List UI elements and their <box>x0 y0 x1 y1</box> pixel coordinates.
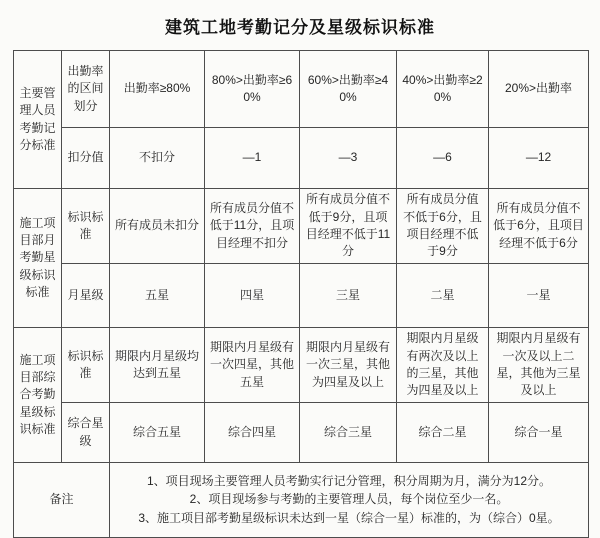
page-title: 建筑工地考勤记分及星级标识标准 <box>165 18 435 37</box>
table-cell: 期限内月星级有一次四星，其他五星 <box>205 328 300 403</box>
row-header-deduction-value: 扣分值 <box>62 128 110 189</box>
table-cell: 五星 <box>110 264 205 328</box>
table-cell: 80%>出勤率≥60% <box>205 51 300 128</box>
group-label-comprehensive-star: 施工项目部综合考勤星级标识标准 <box>14 328 62 463</box>
remark-line: 3、施工项目部考勤星级标识未达到一星（综合一星）标准的，为（综合）0星。 <box>138 510 560 525</box>
table-cell: 所有成员分值不低于6分，且项目经理不低于6分 <box>489 189 589 264</box>
row-header-comprehensive-star: 综合星级 <box>62 403 110 463</box>
table-cell: 期限内月星级均达到五星 <box>110 328 205 403</box>
table-cell: 40%>出勤率≥20% <box>397 51 489 128</box>
table-cell: 综合五星 <box>110 403 205 463</box>
table-cell: 三星 <box>300 264 397 328</box>
row-header-monthly-star: 月星级 <box>62 264 110 328</box>
remarks-label: 备注 <box>14 463 110 538</box>
standards-table <box>13 50 589 538</box>
table-cell: 不扣分 <box>110 128 205 189</box>
table-cell: 所有成员分值不低于6分，且项目经理不低于9分 <box>397 189 489 264</box>
table-row <box>14 328 589 403</box>
row-header-attendance-ranges: 出勤率的区间划分 <box>62 51 110 128</box>
table-row <box>14 403 589 463</box>
remark-line: 1、项目现场主要管理人员考勤实行记分管理，积分周期为月，满分为12分。 <box>146 473 552 488</box>
table-row <box>14 264 589 328</box>
table-cell: 所有成员分值不低于9分，且项目经理不低于11分 <box>300 189 397 264</box>
table-row <box>14 128 589 189</box>
table-cell: 所有成员分值不低于11分，且项目经理不扣分 <box>205 189 300 264</box>
table-row <box>14 463 589 538</box>
table-cell: 期限内月星级有一次三星，其他为四星及以上 <box>300 328 397 403</box>
remarks-content <box>110 463 589 538</box>
table-row <box>14 189 589 264</box>
table-cell: 期限内月星级有两次及以上的三星，其他为四星及以上 <box>397 328 489 403</box>
table-cell: —3 <box>300 128 397 189</box>
table-cell: 综合四星 <box>205 403 300 463</box>
table-cell: 四星 <box>205 264 300 328</box>
table-cell: 一星 <box>489 264 589 328</box>
table-row <box>14 51 589 128</box>
table-cell: 20%>出勤率 <box>489 51 589 128</box>
table-cell: —6 <box>397 128 489 189</box>
table-cell: —1 <box>205 128 300 189</box>
row-header-rating-criteria-2: 标识标准 <box>62 328 110 403</box>
table-cell: 综合一星 <box>489 403 589 463</box>
table-cell: 出勤率≥80% <box>110 51 205 128</box>
table-cell: 综合二星 <box>397 403 489 463</box>
table-cell: 二星 <box>397 264 489 328</box>
table-cell: 期限内月星级有一次及以上二星，其他为三星及以上 <box>489 328 589 403</box>
remark-line: 2、项目现场参与考勤的主要管理人员，每个岗位至少一名。 <box>189 492 509 507</box>
table-cell: —12 <box>489 128 589 189</box>
group-label-monthly-star: 施工项目部月考勤星级标识标准 <box>14 189 62 328</box>
group-label-attendance-scoring: 主要管理人员考勤记分标准 <box>14 51 62 189</box>
row-header-rating-criteria: 标识标准 <box>62 189 110 264</box>
table-cell: 综合三星 <box>300 403 397 463</box>
table-cell: 所有成员未扣分 <box>110 189 205 264</box>
table-cell: 60%>出勤率≥40% <box>300 51 397 128</box>
